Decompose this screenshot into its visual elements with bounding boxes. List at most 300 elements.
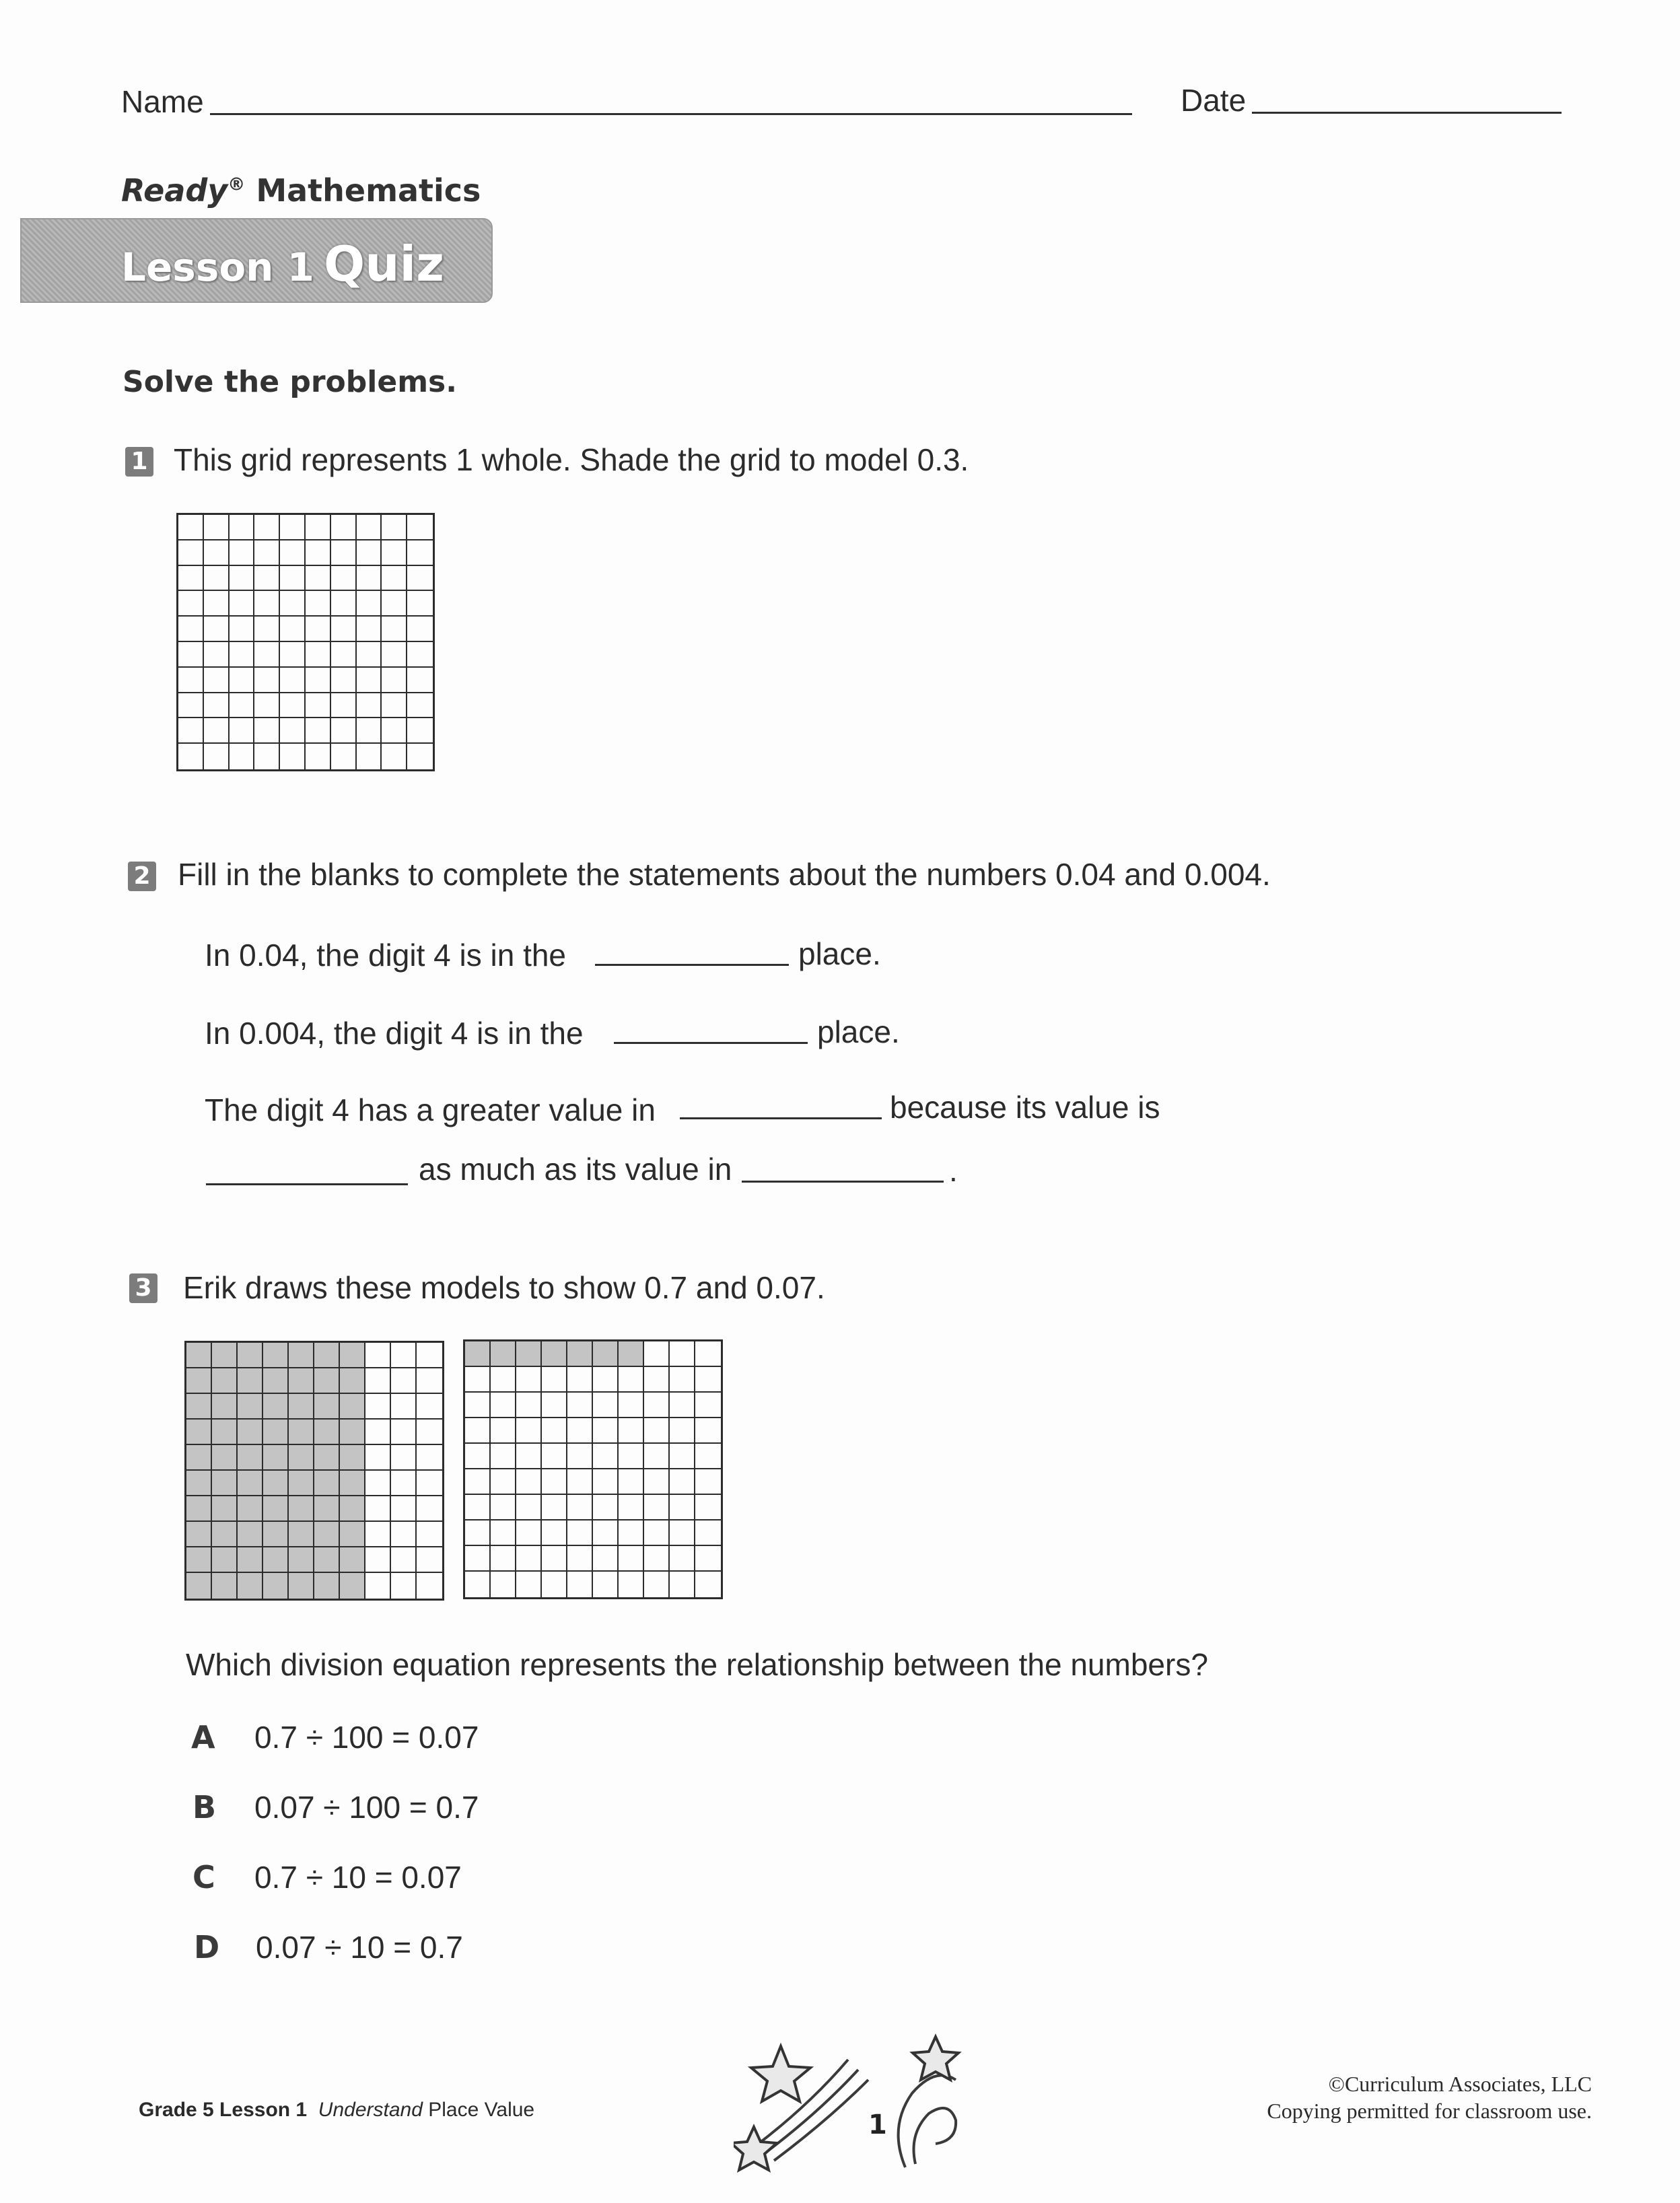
swirl-right: [899, 2075, 956, 2167]
model-b-cell-shaded: [465, 1341, 491, 1367]
q1-grid-cell[interactable]: [306, 668, 331, 693]
model-b-cell-shaded: [593, 1341, 619, 1367]
model-b-cell: [695, 1469, 721, 1495]
model-a-cell-shaded: [340, 1343, 365, 1368]
model-b-cell: [644, 1418, 670, 1444]
model-a-cell: [417, 1368, 442, 1394]
model-a-cell-shaded: [340, 1471, 365, 1496]
q1-grid-cell[interactable]: [178, 591, 204, 617]
model-b-cell: [670, 1572, 695, 1597]
model-a-cell-shaded: [340, 1445, 365, 1471]
model-b-cell: [516, 1367, 542, 1393]
q1-grid-cell[interactable]: [280, 693, 306, 719]
option-b-letter: B: [193, 1789, 217, 1825]
q1-grid-cell[interactable]: [280, 617, 306, 642]
model-b-cell: [542, 1572, 567, 1597]
q1-grid-cell[interactable]: [254, 566, 280, 592]
model-a-cell-shaded: [212, 1471, 238, 1496]
model-b-cell: [619, 1367, 644, 1393]
q1-grid-cell[interactable]: [280, 642, 306, 668]
q1-grid-cell[interactable]: [382, 668, 407, 693]
model-0.07-grid: [463, 1339, 723, 1599]
model-a-cell-shaded: [263, 1420, 289, 1445]
q1-grid-cell[interactable]: [178, 540, 204, 566]
model-b-cell: [619, 1546, 644, 1572]
q1-grid-cell[interactable]: [254, 693, 280, 719]
model-a-cell: [391, 1343, 417, 1368]
page-number: 1: [868, 2109, 887, 2140]
model-b-cell: [644, 1495, 670, 1520]
option-a-letter: A: [191, 1719, 215, 1755]
model-a-cell-shaded: [289, 1420, 314, 1445]
q2-line4-middle: as much as its value in: [419, 1152, 732, 1187]
model-b-cell: [593, 1444, 619, 1469]
model-b-cell-shaded: [619, 1341, 644, 1367]
model-a-cell-shaded: [186, 1343, 212, 1368]
q1-grid-cell[interactable]: [254, 591, 280, 617]
q2-line3-after: because its value is: [890, 1090, 1160, 1125]
q1-grid-cell[interactable]: [331, 540, 357, 566]
model-a-cell-shaded: [186, 1368, 212, 1394]
q1-grid-cell[interactable]: [357, 515, 382, 540]
model-b-cell: [695, 1341, 721, 1367]
model-a-cell-shaded: [314, 1420, 340, 1445]
model-b-cell: [695, 1444, 721, 1469]
q1-grid-cell[interactable]: [178, 668, 204, 693]
model-a-cell-shaded: [238, 1471, 263, 1496]
model-b-cell: [695, 1495, 721, 1520]
model-b-cell: [567, 1495, 593, 1520]
instructions: Solve the problems.: [123, 365, 457, 399]
q1-grid-cell[interactable]: [331, 566, 357, 592]
q2-blank-4[interactable]: [206, 1183, 408, 1185]
q1-grid-cell[interactable]: [331, 668, 357, 693]
model-b-cell: [491, 1367, 516, 1393]
model-a-cell: [391, 1496, 417, 1522]
model-a-cell: [365, 1522, 391, 1547]
q1-grid-cell[interactable]: [306, 540, 331, 566]
model-a-cell-shaded: [289, 1522, 314, 1547]
q1-grid-cell[interactable]: [230, 591, 255, 617]
model-b-cell: [644, 1546, 670, 1572]
q1-grid-cell[interactable]: [331, 744, 357, 769]
model-b-cell: [542, 1393, 567, 1418]
q1-grid-cell[interactable]: [204, 566, 230, 592]
model-a-cell-shaded: [314, 1368, 340, 1394]
model-b-cell: [491, 1469, 516, 1495]
q1-grid-cell[interactable]: [230, 693, 255, 719]
brand-title: [121, 172, 481, 209]
model-a-cell: [417, 1343, 442, 1368]
model-b-cell: [670, 1495, 695, 1520]
q1-grid-cell[interactable]: [230, 540, 255, 566]
q1-grid-cell[interactable]: [331, 642, 357, 668]
model-a-cell: [417, 1522, 442, 1547]
q1-grid-cell[interactable]: [254, 515, 280, 540]
model-a-cell-shaded: [238, 1547, 263, 1573]
model-a-cell: [391, 1368, 417, 1394]
model-b-cell: [593, 1469, 619, 1495]
star-icon-right: [913, 2037, 958, 2080]
q1-grid-cell[interactable]: [306, 693, 331, 719]
model-a-cell-shaded: [212, 1420, 238, 1445]
model-b-cell: [695, 1393, 721, 1418]
q1-grid-cell[interactable]: [230, 617, 255, 642]
model-b-cell: [644, 1393, 670, 1418]
q1-grid-cell[interactable]: [357, 642, 382, 668]
model-a-cell-shaded: [238, 1573, 263, 1599]
model-b-cell: [695, 1418, 721, 1444]
model-b-cell: [619, 1520, 644, 1546]
model-b-cell: [542, 1495, 567, 1520]
model-b-cell: [619, 1393, 644, 1418]
footer-understand: Understand: [318, 2099, 423, 2121]
model-b-cell: [619, 1469, 644, 1495]
q1-grid-cell[interactable]: [204, 591, 230, 617]
model-a-cell-shaded: [186, 1420, 212, 1445]
q1-grid-cell[interactable]: [407, 668, 433, 693]
model-a-cell-shaded: [263, 1547, 289, 1573]
model-b-cell: [516, 1444, 542, 1469]
q1-grid-cell[interactable]: [178, 693, 204, 719]
model-a-cell-shaded: [314, 1496, 340, 1522]
q1-grid-cell[interactable]: [382, 566, 407, 592]
model-a-cell-shaded: [238, 1343, 263, 1368]
model-b-cell: [567, 1469, 593, 1495]
q1-grid-cell[interactable]: [280, 540, 306, 566]
model-b-cell-shaded: [567, 1341, 593, 1367]
q1-grid-cell[interactable]: [306, 744, 331, 769]
model-b-cell: [670, 1341, 695, 1367]
swirl-right-inner: [914, 2108, 956, 2164]
q1-grid-cell[interactable]: [280, 668, 306, 693]
q1-grid-cell[interactable]: [254, 540, 280, 566]
q2-line2-before: In 0.004, the digit 4 is in the: [205, 1016, 584, 1051]
model-a-cell: [365, 1547, 391, 1573]
model-b-cell: [491, 1444, 516, 1469]
q1-grid-cell[interactable]: [407, 591, 433, 617]
model-b-cell: [542, 1418, 567, 1444]
q1-grid-cell[interactable]: [178, 744, 204, 769]
model-b-cell: [593, 1418, 619, 1444]
model-b-cell: [670, 1418, 695, 1444]
model-a-cell-shaded: [212, 1547, 238, 1573]
model-b-cell: [465, 1367, 491, 1393]
q1-grid-cell[interactable]: [382, 744, 407, 769]
question-1-grid[interactable]: [176, 513, 435, 771]
model-b-cell: [465, 1469, 491, 1495]
q1-grid-cell[interactable]: [331, 617, 357, 642]
q1-grid-cell[interactable]: [407, 642, 433, 668]
star-icon-left: [751, 2046, 810, 2101]
model-a-cell-shaded: [186, 1522, 212, 1547]
q1-grid-cell[interactable]: [357, 668, 382, 693]
q1-grid-cell[interactable]: [254, 617, 280, 642]
question-2-number: 2: [128, 862, 156, 891]
model-a-cell: [391, 1420, 417, 1445]
model-b-cell: [542, 1469, 567, 1495]
brand-registered-mark: ®: [228, 174, 246, 195]
q1-grid-cell[interactable]: [407, 566, 433, 592]
model-a-cell-shaded: [263, 1394, 289, 1420]
model-b-cell: [619, 1444, 644, 1469]
model-a-cell: [365, 1471, 391, 1496]
footer-topic: Place Value: [428, 2099, 535, 2121]
model-b-cell: [670, 1367, 695, 1393]
model-a-cell: [417, 1471, 442, 1496]
model-a-cell-shaded: [340, 1394, 365, 1420]
model-a-cell: [391, 1573, 417, 1599]
answer-option-c[interactable]: [193, 1859, 462, 1895]
q1-grid-cell[interactable]: [407, 540, 433, 566]
model-b-cell: [670, 1444, 695, 1469]
q1-grid-cell[interactable]: [407, 617, 433, 642]
q1-grid-cell[interactable]: [382, 540, 407, 566]
model-a-cell-shaded: [238, 1522, 263, 1547]
model-a-cell-shaded: [289, 1368, 314, 1394]
quiz-label: Quiz: [324, 236, 445, 292]
model-b-cell: [491, 1495, 516, 1520]
q1-grid-cell[interactable]: [204, 693, 230, 719]
model-b-cell: [593, 1572, 619, 1597]
model-a-cell-shaded: [289, 1496, 314, 1522]
model-b-cell: [542, 1546, 567, 1572]
q1-grid-cell[interactable]: [230, 566, 255, 592]
q2-line2-after: place.: [817, 1014, 900, 1049]
q1-grid-cell[interactable]: [306, 617, 331, 642]
model-a-cell-shaded: [289, 1547, 314, 1573]
q1-grid-cell[interactable]: [306, 718, 331, 744]
model-a-cell-shaded: [340, 1522, 365, 1547]
q1-grid-cell[interactable]: [357, 540, 382, 566]
model-b-cell: [567, 1444, 593, 1469]
model-b-cell: [644, 1341, 670, 1367]
footer-copyright: ©Curriculum Associates, LLC: [1328, 2072, 1592, 2096]
q1-grid-cell[interactable]: [280, 515, 306, 540]
q1-grid-cell[interactable]: [357, 591, 382, 617]
option-b-text: 0.07 ÷ 100 = 0.7: [254, 1790, 479, 1825]
model-a-cell: [391, 1394, 417, 1420]
model-a-cell-shaded: [314, 1445, 340, 1471]
option-c-text: 0.7 ÷ 10 = 0.07: [254, 1860, 462, 1895]
q1-grid-cell[interactable]: [407, 515, 433, 540]
question-1-number: 1: [125, 447, 153, 477]
model-a-cell-shaded: [340, 1368, 365, 1394]
date-label: Date: [1181, 83, 1247, 118]
date-field-line[interactable]: [1252, 112, 1562, 114]
question-2-text: Fill in the blanks to complete the statements about the numbers 0.04 and 0.004.: [178, 857, 1271, 892]
q1-grid-cell[interactable]: [254, 668, 280, 693]
q2-blank-1[interactable]: [595, 964, 789, 966]
model-b-cell: [516, 1572, 542, 1597]
q1-grid-cell[interactable]: [306, 642, 331, 668]
model-b-cell: [593, 1546, 619, 1572]
q1-grid-cell[interactable]: [230, 668, 255, 693]
q1-grid-cell[interactable]: [254, 642, 280, 668]
model-a-cell-shaded: [186, 1471, 212, 1496]
q1-grid-cell[interactable]: [407, 744, 433, 769]
q1-grid-cell[interactable]: [382, 718, 407, 744]
q1-grid-cell[interactable]: [306, 515, 331, 540]
q1-grid-cell[interactable]: [331, 718, 357, 744]
model-a-cell: [417, 1573, 442, 1599]
model-b-cell: [516, 1520, 542, 1546]
model-a-cell: [365, 1368, 391, 1394]
model-a-cell-shaded: [340, 1496, 365, 1522]
model-b-cell: [593, 1520, 619, 1546]
model-b-cell: [491, 1572, 516, 1597]
footer-copying: Copying permitted for classroom use.: [1267, 2099, 1592, 2123]
model-b-cell: [644, 1469, 670, 1495]
model-b-cell: [593, 1495, 619, 1520]
answer-option-a[interactable]: [191, 1719, 479, 1755]
model-a-cell-shaded: [314, 1343, 340, 1368]
model-a-cell: [365, 1573, 391, 1599]
model-b-cell: [465, 1418, 491, 1444]
model-b-cell: [593, 1393, 619, 1418]
q1-grid-cell[interactable]: [178, 617, 204, 642]
q2-line4-end: .: [949, 1153, 958, 1188]
q1-grid-cell[interactable]: [230, 515, 255, 540]
model-a-cell-shaded: [263, 1343, 289, 1368]
q1-grid-cell[interactable]: [280, 566, 306, 592]
model-b-cell: [695, 1520, 721, 1546]
model-a-cell-shaded: [314, 1573, 340, 1599]
model-b-cell: [695, 1367, 721, 1393]
answer-option-b[interactable]: [193, 1789, 479, 1825]
q1-grid-cell[interactable]: [357, 566, 382, 592]
q1-grid-cell[interactable]: [280, 718, 306, 744]
q1-grid-cell[interactable]: [178, 566, 204, 592]
q1-grid-cell[interactable]: [178, 718, 204, 744]
model-b-cell: [465, 1572, 491, 1597]
q1-grid-cell[interactable]: [254, 718, 280, 744]
model-a-cell-shaded: [238, 1420, 263, 1445]
model-b-cell: [619, 1572, 644, 1597]
q1-grid-cell[interactable]: [382, 515, 407, 540]
q2-line3-before: The digit 4 has a greater value in: [205, 1092, 656, 1127]
model-0.7-grid: [184, 1341, 444, 1601]
q1-grid-cell[interactable]: [230, 744, 255, 769]
model-a-cell-shaded: [314, 1394, 340, 1420]
model-b-cell: [516, 1495, 542, 1520]
model-b-cell: [516, 1393, 542, 1418]
model-a-cell-shaded: [238, 1445, 263, 1471]
model-a-cell: [365, 1496, 391, 1522]
model-b-cell: [465, 1520, 491, 1546]
model-a-cell-shaded: [238, 1496, 263, 1522]
brand-subject: Mathematics: [256, 172, 481, 209]
model-b-cell: [567, 1520, 593, 1546]
model-a-cell-shaded: [186, 1445, 212, 1471]
q1-grid-cell[interactable]: [204, 617, 230, 642]
q1-grid-cell[interactable]: [204, 642, 230, 668]
model-a-cell-shaded: [289, 1573, 314, 1599]
name-label: Name: [121, 84, 204, 119]
footer-grade-lesson: Grade 5 Lesson 1: [139, 2099, 308, 2121]
q1-grid-cell[interactable]: [331, 693, 357, 719]
q1-grid-cell[interactable]: [280, 744, 306, 769]
model-b-cell: [465, 1444, 491, 1469]
model-b-cell: [567, 1546, 593, 1572]
q1-grid-cell[interactable]: [407, 693, 433, 719]
model-a-cell-shaded: [263, 1522, 289, 1547]
question-3-number: 3: [129, 1273, 158, 1303]
model-b-cell: [619, 1418, 644, 1444]
model-a-cell: [391, 1522, 417, 1547]
q1-grid-cell[interactable]: [382, 591, 407, 617]
model-b-cell: [644, 1367, 670, 1393]
q2-line1-before: In 0.04, the digit 4 is in the: [205, 938, 567, 973]
q1-grid-cell[interactable]: [280, 591, 306, 617]
q1-grid-cell[interactable]: [331, 515, 357, 540]
q1-grid-cell[interactable]: [204, 515, 230, 540]
q1-grid-cell[interactable]: [382, 693, 407, 719]
shooting-stars-logo: [734, 2033, 976, 2188]
model-a-cell-shaded: [186, 1547, 212, 1573]
q2-blank-5[interactable]: [742, 1181, 944, 1183]
lesson-banner-title: [121, 236, 444, 292]
lesson-label: Lesson 1: [121, 244, 315, 290]
q1-grid-cell[interactable]: [357, 718, 382, 744]
question-1-text: This grid represents 1 whole. Shade the grid to model 0.3.: [174, 442, 969, 477]
model-a-cell: [391, 1471, 417, 1496]
option-d-text: 0.07 ÷ 10 = 0.7: [256, 1930, 463, 1965]
name-field-line[interactable]: [210, 113, 1132, 115]
model-b-cell: [695, 1546, 721, 1572]
q1-grid-cell[interactable]: [331, 591, 357, 617]
q1-grid-cell[interactable]: [204, 668, 230, 693]
model-a-cell-shaded: [314, 1547, 340, 1573]
q1-grid-cell[interactable]: [204, 718, 230, 744]
q2-line1-after: place.: [798, 936, 881, 971]
q1-grid-cell[interactable]: [178, 642, 204, 668]
model-a-cell: [417, 1420, 442, 1445]
model-a-cell-shaded: [340, 1420, 365, 1445]
q1-grid-cell[interactable]: [357, 617, 382, 642]
q1-grid-cell[interactable]: [357, 693, 382, 719]
q1-grid-cell[interactable]: [230, 642, 255, 668]
model-b-cell: [465, 1495, 491, 1520]
model-b-cell: [491, 1418, 516, 1444]
model-b-cell: [567, 1418, 593, 1444]
answer-option-d[interactable]: [194, 1929, 463, 1965]
q1-grid-cell[interactable]: [382, 642, 407, 668]
model-a-cell-shaded: [212, 1573, 238, 1599]
q1-grid-cell[interactable]: [306, 566, 331, 592]
q1-grid-cell[interactable]: [357, 744, 382, 769]
q2-blank-3[interactable]: [680, 1117, 882, 1119]
model-b-cell: [567, 1393, 593, 1418]
model-a-cell: [417, 1394, 442, 1420]
q1-grid-cell[interactable]: [204, 540, 230, 566]
model-a-cell: [365, 1445, 391, 1471]
q2-blank-2[interactable]: [614, 1042, 808, 1044]
option-d-letter: D: [194, 1929, 220, 1965]
q1-grid-cell[interactable]: [230, 718, 255, 744]
q1-grid-cell[interactable]: [178, 515, 204, 540]
model-b-cell-shaded: [516, 1341, 542, 1367]
model-a-cell-shaded: [186, 1394, 212, 1420]
model-a-cell-shaded: [212, 1394, 238, 1420]
q1-grid-cell[interactable]: [382, 617, 407, 642]
model-a-cell-shaded: [263, 1471, 289, 1496]
q1-grid-cell[interactable]: [407, 718, 433, 744]
q1-grid-cell[interactable]: [204, 744, 230, 769]
q1-grid-cell[interactable]: [254, 744, 280, 769]
model-a-cell-shaded: [186, 1496, 212, 1522]
q1-grid-cell[interactable]: [306, 591, 331, 617]
